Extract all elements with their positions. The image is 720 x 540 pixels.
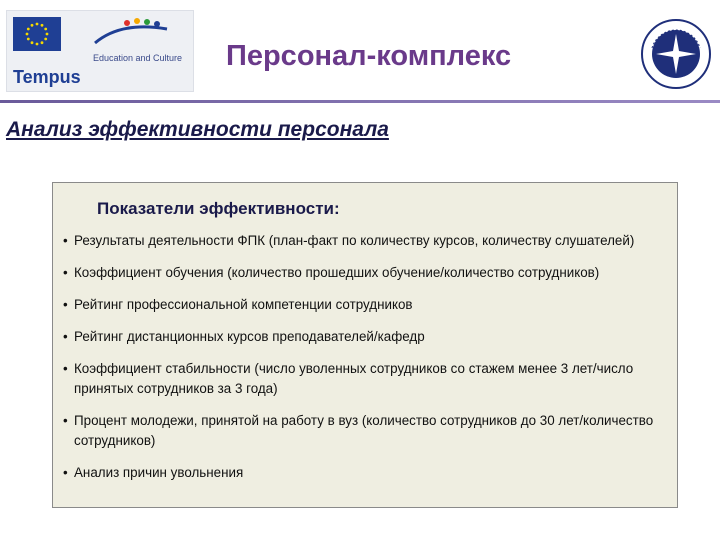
list-item: • Рейтинг дистанционных курсов преподавателей/кафедр [63,327,663,347]
page-title: Персонал-комплекс [226,40,512,72]
list-item: • Результаты деятельности ФПК (план-факт по количеству курсов, количеству слушателей) [63,231,663,251]
university-seal-icon [640,18,712,90]
slide-subtitle: Анализ эффективности персонала [6,118,389,141]
indicator-list [63,231,663,495]
list-item: • Анализ причин увольнения [63,463,663,483]
partner-caption: Education and Culture [93,53,183,63]
list-item: • Коэффициент стабильности (число уволенных сотрудников со стажем менее 3 лет/число принятых сотрудников за 3 года) [63,359,663,399]
list-item: • Процент молодежи, принятой на работу в вуз (количество сотрудников до 30 лет/количество сотрудников) [63,411,663,451]
list-item: • Коэффициент обучения (количество прошедших обучение/количество сотрудников) [63,263,663,283]
tempus-wordmark: Tempus [13,67,81,87]
title-divider [0,100,720,103]
indicators-panel [52,182,678,508]
tempus-logo [6,10,194,92]
eu-flag-icon [13,17,61,51]
education-culture-icon [91,17,171,47]
list-item: • Рейтинг профессиональной компетенции сотрудников [63,295,663,315]
panel-heading: Показатели эффективности: [97,199,340,218]
